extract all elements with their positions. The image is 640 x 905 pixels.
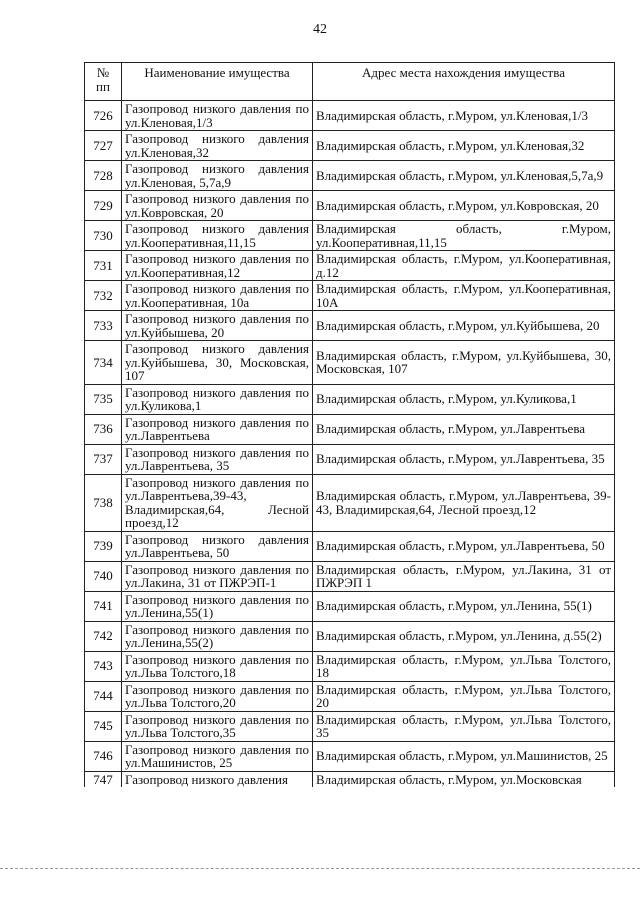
- property-address: Владимирская область, г.Муром, ул.Ленина, д.55(2): [313, 621, 615, 651]
- table-row: [85, 131, 615, 161]
- property-name: Газопровод низкого давления по ул.Машинистов, 25: [122, 741, 313, 771]
- row-number: 736: [85, 414, 122, 444]
- table-row: [85, 341, 615, 385]
- row-number: 745: [85, 711, 122, 741]
- table-row: [85, 591, 615, 621]
- property-address: Владимирская область, г.Муром, ул.Лаврентьева, 35: [313, 444, 615, 474]
- table-header: [85, 63, 615, 101]
- property-registry-table: [84, 62, 615, 787]
- row-number: 743: [85, 651, 122, 681]
- property-address: Владимирская область, г.Муром, ул.Льва Толстого, 18: [313, 651, 615, 681]
- row-number: 747: [85, 771, 122, 787]
- property-name: Газопровод низкого давления ул.Кооперативная,11,15: [122, 221, 313, 251]
- table-row: [85, 561, 615, 591]
- row-number: 746: [85, 741, 122, 771]
- row-number: 727: [85, 131, 122, 161]
- property-address: Владимирская область, г.Муром, ул.Ковровская, 20: [313, 191, 615, 221]
- property-address: Владимирская область, г.Муром, ул.Куликова,1: [313, 384, 615, 414]
- row-number: 741: [85, 591, 122, 621]
- table-row: [85, 161, 615, 191]
- property-name: Газопровод низкого давления по ул.Льва Толстого,20: [122, 681, 313, 711]
- property-address: Владимирская область, г.Муром, ул.Льва Толстого, 35: [313, 711, 615, 741]
- property-address: Владимирская область, г.Муром, ул.Лакина, 31 от ПЖРЭП 1: [313, 561, 615, 591]
- property-name: Газопровод низкого давления по ул.Куликова,1: [122, 384, 313, 414]
- table-row: [85, 101, 615, 131]
- property-address: Владимирская область, г.Муром, ул.Кленовая,32: [313, 131, 615, 161]
- property-address: Владимирская область, г.Муром, ул.Куйбышева, 20: [313, 311, 615, 341]
- row-number: 729: [85, 191, 122, 221]
- property-name: Газопровод низкого давления по ул.Лаврентьева: [122, 414, 313, 444]
- header-address: Адрес места нахождения имущества: [313, 63, 615, 101]
- table-row: [85, 414, 615, 444]
- property-address: Владимирская область, г.Муром, ул.Кленовая,5,7а,9: [313, 161, 615, 191]
- property-name: Газопровод низкого давления по ул.Куйбышева, 20: [122, 311, 313, 341]
- row-number: 740: [85, 561, 122, 591]
- row-number: 734: [85, 341, 122, 385]
- table-row: [85, 771, 615, 787]
- property-name: Газопровод низкого давления ул.Лаврентьева, 50: [122, 531, 313, 561]
- property-name: Газопровод низкого давления: [122, 771, 313, 787]
- row-number: 735: [85, 384, 122, 414]
- page-number: 42: [313, 22, 327, 37]
- table-row: [85, 221, 615, 251]
- row-number: 730: [85, 221, 122, 251]
- property-address: Владимирская область, г.Муром, ул.Кооперативная, д.12: [313, 251, 615, 281]
- table-row: [85, 474, 615, 531]
- header-name: Наименование имущества: [122, 63, 313, 101]
- row-number: 737: [85, 444, 122, 474]
- row-number: 738: [85, 474, 122, 531]
- property-name: Газопровод низкого давления по ул.Льва Толстого,35: [122, 711, 313, 741]
- property-address: Владимирская область, г.Муром, ул.Московская: [313, 771, 615, 787]
- property-name: Газопровод низкого давления по ул.Ленина,55(2): [122, 621, 313, 651]
- row-number: 742: [85, 621, 122, 651]
- property-address: Владимирская область, г.Муром, ул.Лаврентьева, 39-43, Владимирская,64, Лесной проезд,12: [313, 474, 615, 531]
- property-name: Газопровод низкого давления по ул.Кооперативная,12: [122, 251, 313, 281]
- page-bottom-divider: [0, 868, 640, 869]
- property-address: Владимирская область, г.Муром, ул.Кленовая,1/3: [313, 101, 615, 131]
- table-row: [85, 251, 615, 281]
- row-number: 733: [85, 311, 122, 341]
- table-row: [85, 621, 615, 651]
- row-number: 739: [85, 531, 122, 561]
- table-row: [85, 531, 615, 561]
- row-number: 744: [85, 681, 122, 711]
- row-number: 728: [85, 161, 122, 191]
- property-name: Газопровод низкого давления по ул.Кооперативная, 10а: [122, 281, 313, 311]
- table-row: [85, 384, 615, 414]
- row-number: 732: [85, 281, 122, 311]
- property-address: Владимирская область, г.Муром, ул.Льва Толстого, 20: [313, 681, 615, 711]
- property-name: Газопровод низкого давления по ул.Лаврентьева, 35: [122, 444, 313, 474]
- table-row: [85, 741, 615, 771]
- table-row: [85, 651, 615, 681]
- property-address: Владимирская область, г.Муром, ул.Лаврентьева, 50: [313, 531, 615, 561]
- table-row: [85, 311, 615, 341]
- property-name: Газопровод низкого давления ул.Куйбышева, 30, Московская, 107: [122, 341, 313, 385]
- table-body: [85, 101, 615, 788]
- table-row: [85, 711, 615, 741]
- row-number: 726: [85, 101, 122, 131]
- header-row: [85, 63, 615, 101]
- property-address: Владимирская область, г.Муром, ул.Лаврентьева: [313, 414, 615, 444]
- table-row: [85, 444, 615, 474]
- property-name: Газопровод низкого давления по ул.Лакина, 31 от ПЖРЭП-1: [122, 561, 313, 591]
- table-row: [85, 191, 615, 221]
- property-name: Газопровод низкого давления по ул.Ковровская, 20: [122, 191, 313, 221]
- property-address: Владимирская область, г.Муром, ул.Ленина, 55(1): [313, 591, 615, 621]
- table-row: [85, 281, 615, 311]
- property-name: Газопровод низкого давления по ул.Лаврентьева,39-43, Владимирская,64, Лесной проезд,12: [122, 474, 313, 531]
- property-name: Газопровод низкого давления по ул.Кленовая,1/3: [122, 101, 313, 131]
- property-address: Владимирская область, г.Муром, ул.Кооперативная,11,15: [313, 221, 615, 251]
- property-address: Владимирская область, г.Муром, ул.Машинистов, 25: [313, 741, 615, 771]
- header-num: № пп: [85, 63, 122, 101]
- property-name: Газопровод низкого давления по ул.Ленина,55(1): [122, 591, 313, 621]
- table-row: [85, 681, 615, 711]
- property-name: Газопровод низкого давления ул.Кленовая,32: [122, 131, 313, 161]
- row-number: 731: [85, 251, 122, 281]
- property-name: Газопровод низкого давления ул.Кленовая, 5,7а,9: [122, 161, 313, 191]
- property-address: Владимирская область, г.Муром, ул.Кооперативная, 10А: [313, 281, 615, 311]
- property-address: Владимирская область, г.Муром, ул.Куйбышева, 30, Московская, 107: [313, 341, 615, 385]
- property-name: Газопровод низкого давления по ул.Льва Толстого,18: [122, 651, 313, 681]
